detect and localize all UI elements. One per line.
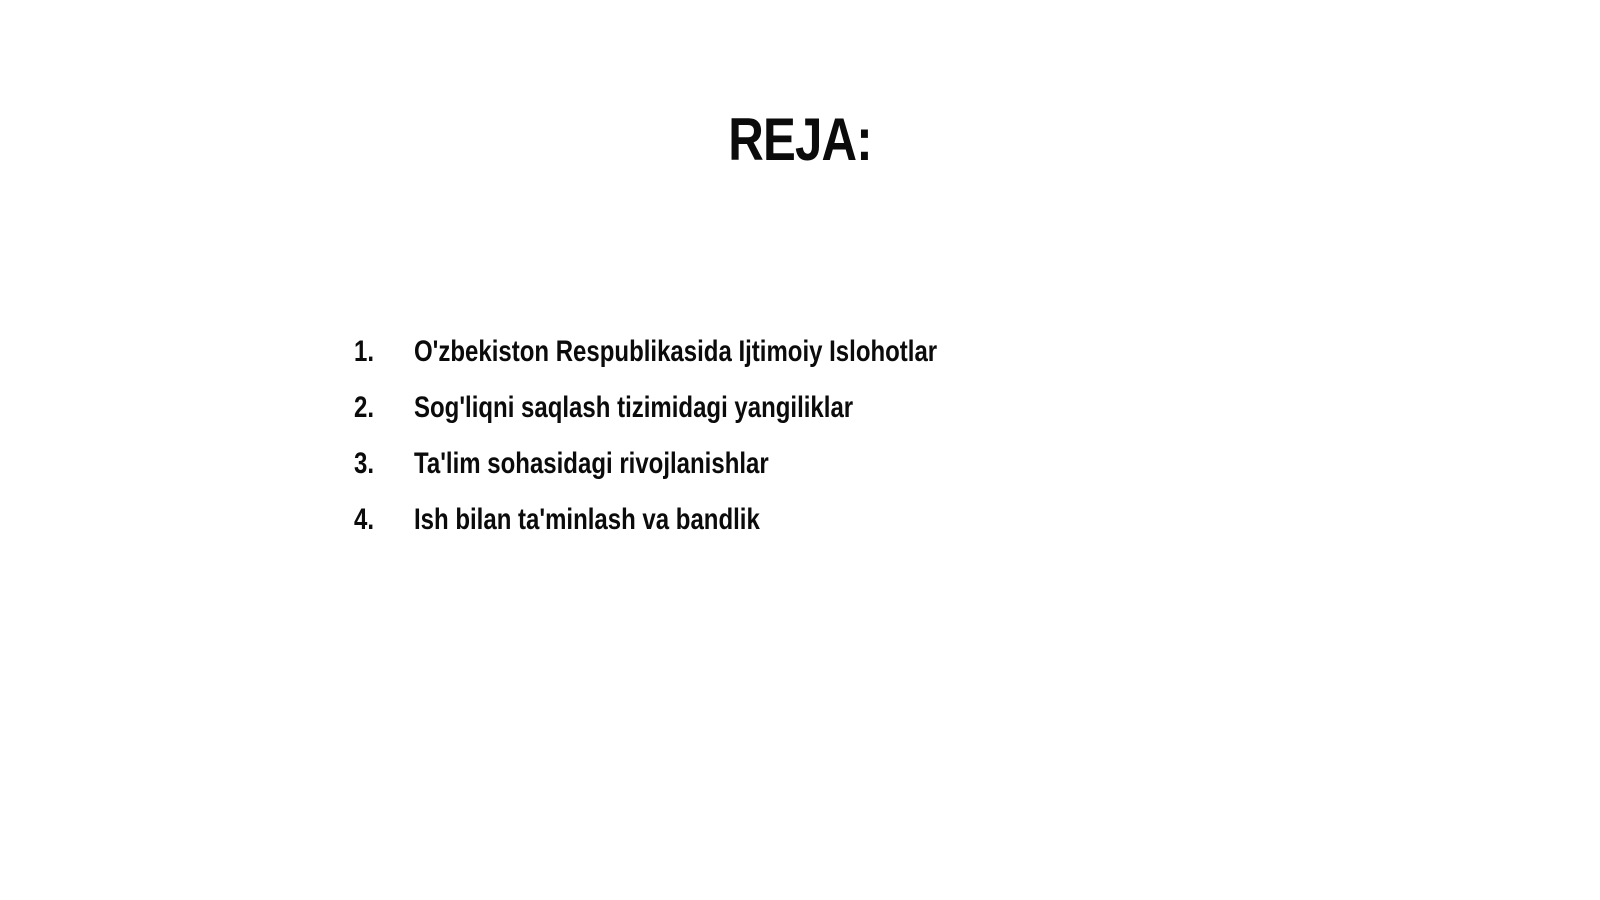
list-item-number: 4. xyxy=(354,503,375,536)
list-item-number: 3. xyxy=(354,447,375,480)
list-item xyxy=(354,436,937,492)
agenda-list xyxy=(354,324,937,548)
list-item xyxy=(354,324,937,380)
list-item-text: O'zbekiston Respublikasida Ijtimoiy Islohotlar xyxy=(414,335,938,368)
list-item-number: 2. xyxy=(354,391,375,424)
list-item-number: 1. xyxy=(354,335,375,368)
list-item xyxy=(354,380,937,436)
list-item-text: Sog'liqni saqlash tizimidagi yangiliklar xyxy=(414,391,854,424)
list-item-text: Ta'lim sohasidagi rivojlanishlar xyxy=(414,447,769,480)
list-item-text: Ish bilan ta'minlash va bandlik xyxy=(414,503,760,536)
list-item xyxy=(354,492,937,548)
slide-title: REJA: xyxy=(728,106,872,173)
